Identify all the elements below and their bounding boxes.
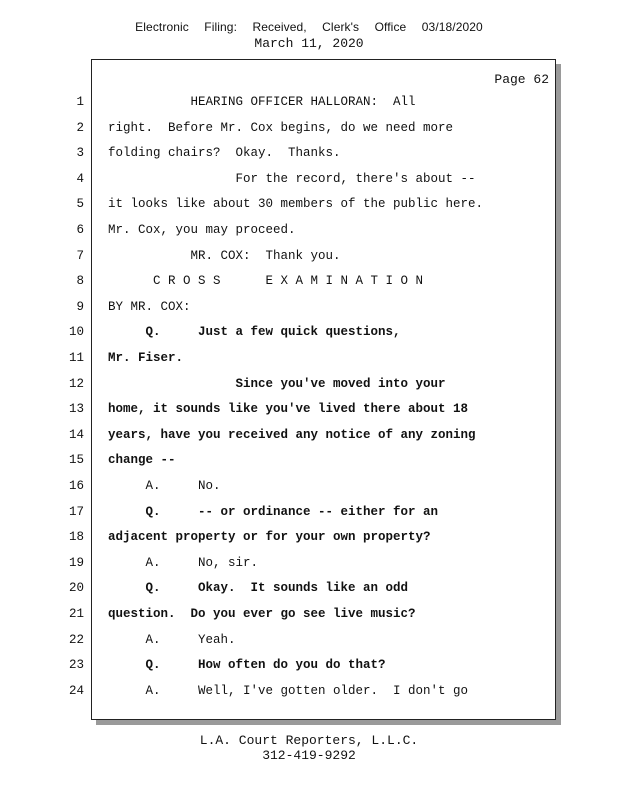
line-number: 3 [76, 146, 84, 161]
stamp-word: Received, [252, 20, 307, 34]
transcript-line: A. Yeah. [108, 632, 236, 647]
transcript-line: MR. COX: Thank you. [108, 248, 341, 263]
line-number: 9 [76, 299, 84, 314]
transcript-line: C R O S S E X A M I N A T I O N [108, 274, 424, 289]
line-number: 4 [76, 171, 84, 186]
transcript-line: A. Well, I've gotten older. I don't go [108, 683, 469, 698]
line-number: 22 [68, 632, 84, 647]
transcript-line: right. Before Mr. Cox begins, do we need more [108, 120, 454, 135]
stamp-word: Filing: [204, 20, 238, 34]
transcript-line: Mr. Fiser. [108, 351, 184, 365]
stamp-word: 03/18/2020 [421, 20, 483, 34]
line-number: 13 [68, 402, 84, 417]
transcript-line: folding chairs? Okay. Thanks. [108, 146, 341, 161]
reporter-company: L.A. Court Reporters, L.L.C. [199, 733, 419, 748]
line-number: 2 [76, 120, 84, 135]
line-number: 14 [68, 427, 84, 442]
line-number: 12 [68, 376, 84, 391]
transcript-line: A. No. [108, 479, 221, 493]
line-number: 17 [68, 504, 84, 519]
transcript-line: home, it sounds like you've lived there about 18 [108, 402, 469, 417]
transcript-line: For the record, there's about -- [108, 171, 476, 186]
page-number: Page 62 [494, 72, 549, 87]
stamp-word: Clerk's [322, 20, 360, 34]
line-number: 6 [76, 223, 84, 237]
line-number: 1 [76, 95, 84, 109]
line-number: 16 [68, 479, 84, 493]
line-number: 10 [68, 325, 84, 340]
transcript-line: A. No, sir. [108, 555, 259, 570]
line-number: 23 [68, 658, 84, 673]
transcript-line: question. Do you ever go see live music? [108, 607, 416, 621]
line-number: 18 [68, 530, 84, 545]
transcript-line: adjacent property or for your own property? [108, 530, 431, 545]
stamp-word: Office [374, 20, 407, 34]
line-number: 24 [68, 683, 84, 698]
transcript-line: Since you've moved into your [108, 376, 446, 391]
stamp-word: Electronic [135, 20, 189, 34]
transcript-line: years, have you received any notice of any zoning [108, 427, 476, 442]
transcript-line: Q. Okay. It sounds like an odd [108, 581, 409, 596]
line-number: 21 [68, 607, 84, 621]
line-number: 8 [76, 274, 84, 289]
hearing-date: March 11, 2020 [254, 36, 364, 51]
line-number: 15 [68, 453, 84, 468]
line-number: 20 [68, 581, 84, 596]
transcript-line: change -- [108, 453, 176, 468]
transcript-line: HEARING OFFICER HALLORAN: All [108, 95, 416, 109]
transcript-line: Mr. Cox, you may proceed. [108, 223, 296, 237]
line-number: 5 [76, 197, 84, 212]
transcript-line: Q. How often do you do that? [108, 658, 386, 673]
filing-stamp [0, 20, 618, 34]
reporter-phone: 312-419-9292 [262, 748, 356, 763]
line-number: 7 [76, 248, 84, 263]
transcript-line: Q. -- or ordinance -- either for an [108, 504, 439, 519]
transcript-line: it looks like about 30 members of the public here. [108, 197, 484, 212]
line-number: 11 [68, 351, 84, 365]
transcript-line: Q. Just a few quick questions, [108, 325, 401, 340]
line-number: 19 [68, 555, 84, 570]
transcript-line: BY MR. COX: [108, 299, 191, 314]
